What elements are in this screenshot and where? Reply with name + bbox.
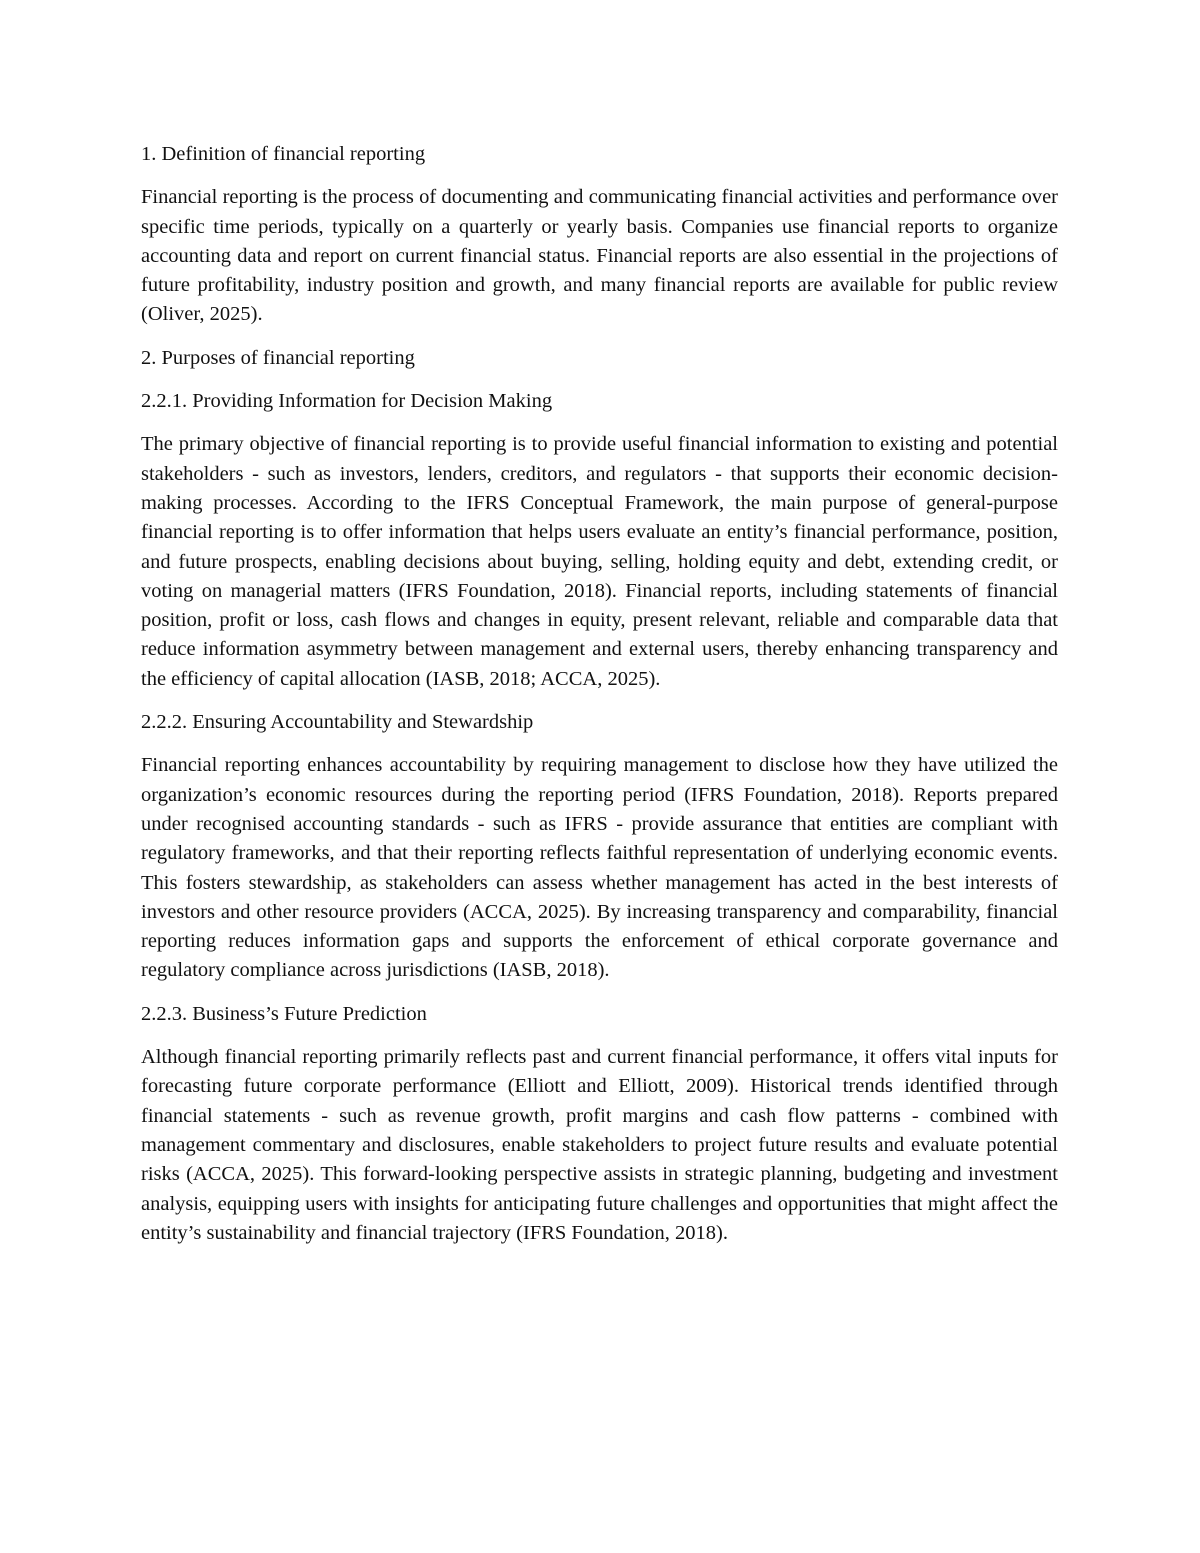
subsection-heading-future-prediction: 2.2.3. Business’s Future Prediction — [141, 1002, 427, 1025]
paragraph-future-prediction: Although financial reporting primarily reflects past and current financial performance, it offers vital inputs for forecasting future corporate performance (Elliott and Elliott, 2009). Historical trends identified through financial statements - such as revenue growth, profit margins and cash flow patterns - combined with management commentary and disclosures, enable stakeholders to project future results and evaluate potential risks (ACCA, 2025). This forward-looking perspective assists in strategic planning, budgeting and investment analysis, equipping users with insights for anticipating future challenges and opportunities that might affect the entity’s sustainability and financial trajectory (IFRS Foundation, 2018). — [141, 1046, 1058, 1244]
document-page — [141, 140, 1058, 1262]
paragraph-accountability: Financial reporting enhances accountability by requiring management to disclose how they have utilized the organization’s economic resources during the reporting period (IFRS Foundation, 2018). Reports prepared under recognised accounting standards - such as IFRS - provide assurance that entities are compliant with regulatory frameworks, and that their reporting reflects faithful representation of underlying economic events. This fosters stewardship, as stakeholders can assess whether management has acted in the best interests of investors and other resource providers (ACCA, 2025). By increasing transparency and comparability, financial reporting reduces information gaps and supports the enforcement of ethical corporate governance and regulatory compliance across jurisdictions (IASB, 2018). — [141, 754, 1058, 982]
section-heading-definition: 1. Definition of financial reporting — [141, 143, 426, 165]
paragraph-definition: Financial reporting is the process of documenting and communicating financial activities and performance over specific time periods, typically on a quarterly or yearly basis. Companies use financial reports to organize accounting data and report on current financial status. Financial reports are also essential in the projections of future profitability, industry position and growth, and many financial reports are available for public review (Oliver, 2025). — [141, 186, 1058, 326]
subsection-heading-accountability: 2.2.2. Ensuring Accountability and Stewardship — [141, 711, 534, 734]
paragraph-decision-making: The primary objective of financial reporting is to provide useful financial information to existing and potential stakeholders - such as investors, lenders, creditors, and regulators - that supports their economic decision-making processes. According to the IFRS Conceptual Framework, the main purpose of general-purpose financial reporting is to offer information that helps users evaluate an entity’s financial performance, position, and future prospects, enabling decisions about buying, selling, holding equity and debt, extending credit, or voting on managerial matters (IFRS Foundation, 2018). Financial reports, including statements of financial position, profit or loss, cash flows and changes in equity, present relevant, reliable and comparable data that reduce information asymmetry between management and external users, thereby enhancing transparency and the efficiency of capital allocation (IASB, 2018; ACCA, 2025). — [141, 433, 1058, 690]
subsection-heading-decision-making: 2.2.1. Providing Information for Decision Making — [141, 390, 553, 413]
section-heading-purposes: 2. Purposes of financial reporting — [141, 346, 415, 369]
